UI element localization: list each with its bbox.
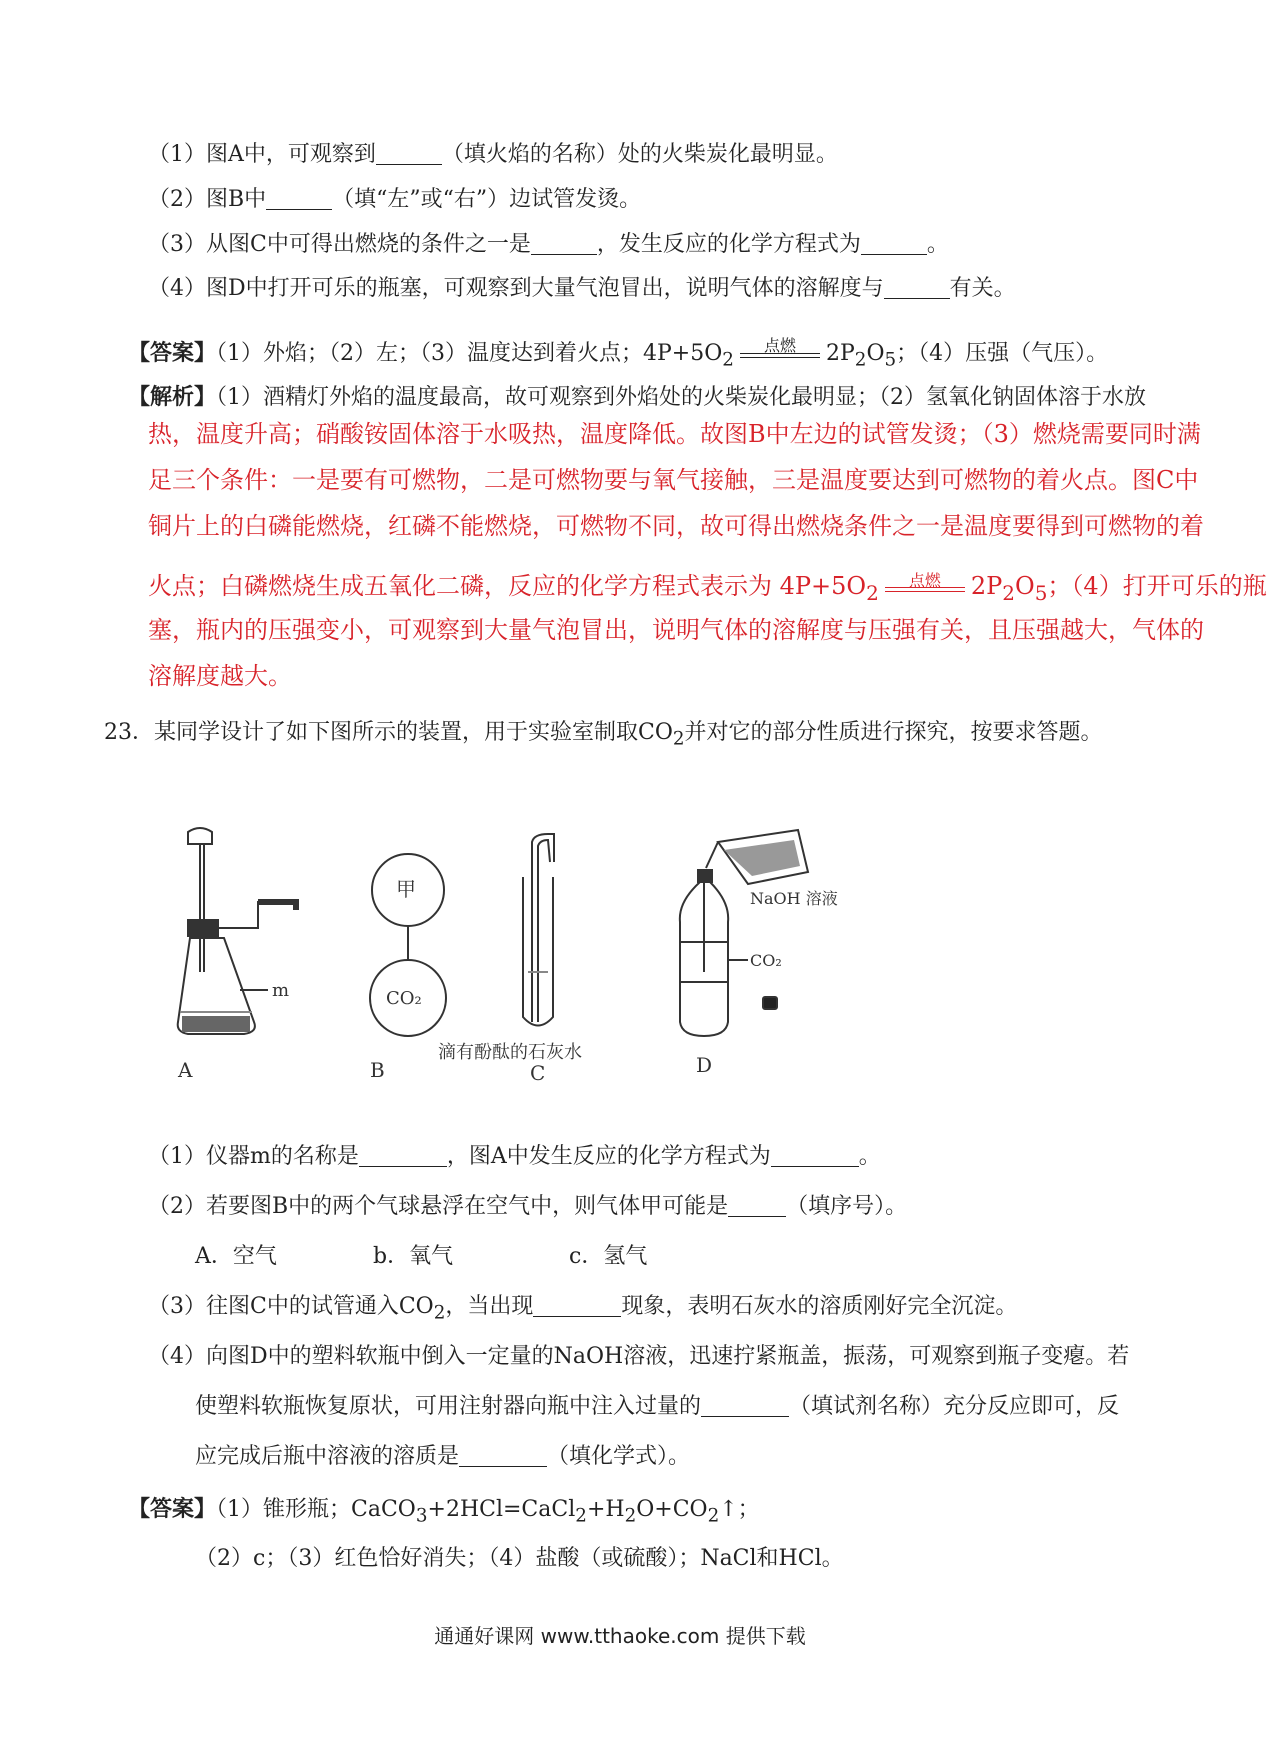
prev-analysis-l5: 火点；白磷燃烧生成五氧化二磷，反应的化学方程式表示为 $4P+5O_2$ 点燃 $2P_2O_5$；（4）打开可乐的瓶 — [148, 570, 1267, 609]
q23-s4-l3: 应完成后瓶中溶液的溶质是 （填化学式）。 — [195, 1444, 691, 1469]
page-footer: 通通好课网 www.tthaoke.com 提供下载 — [434, 1624, 806, 1648]
prev-analysis-l7: 溶解度越大。 — [148, 662, 292, 690]
option-b[interactable]: b．氧气 — [373, 1244, 454, 1269]
bottle-co2-label: CO₂ — [750, 951, 782, 970]
prev-analysis-l6: 塞，瓶内的压强变小，可观察到大量气泡冒出，说明气体的溶解度与压强有关，且压强越大，气体的 — [148, 616, 1204, 644]
prev-answer: 【答案】（1）外焰；（2）左；（3）温度达到着火点；$4P+5O_2$ 点燃 $2P_2O_5$；（4）压强（气压）。 — [128, 338, 1108, 375]
prev-q4: （4）图D中打开可乐的瓶塞，可观察到大量气泡冒出，说明气体的溶解度与 有关。 — [148, 276, 1016, 301]
prev-analysis-l2: 热，温度升高；硝酸铵固体溶于水吸热，温度降低。故图B中左边的试管发烫；（3）燃烧需要同时满 — [148, 420, 1201, 448]
label-a: A — [178, 1058, 193, 1082]
answer-blank[interactable] — [266, 187, 332, 210]
reaction-condition: 点燃 — [879, 579, 971, 609]
answer-blank[interactable] — [459, 1444, 547, 1467]
answer-blank[interactable] — [861, 232, 927, 255]
answer-blank[interactable] — [701, 1394, 789, 1417]
c-liquid-label: 滴有酚酞的石灰水 — [438, 1042, 582, 1063]
answer-blank[interactable] — [771, 1144, 859, 1167]
answer-blank[interactable] — [533, 1294, 621, 1317]
prev-q2: （2）图B中 （填“左”或“右”）边试管发烫。 — [148, 187, 642, 212]
q23-options — [195, 1242, 647, 1272]
balloon-label-co2: CO₂ — [386, 988, 422, 1009]
q23-stem: 23．某同学设计了如下图所示的装置，用于实验室制取$CO_2$并对它的部分性质进行探究，按要求答题。 — [104, 720, 1103, 750]
answer-label: 【答案】 — [128, 1496, 217, 1522]
prev-analysis-l3: 足三个条件：一是要有可燃物，二是可燃物要与氧气接触，三是温度要达到可燃物的着火点。图C中 — [148, 466, 1199, 494]
bottle-d — [680, 830, 808, 1036]
label-b: B — [370, 1058, 385, 1082]
option-a[interactable]: A．空气 — [195, 1244, 277, 1269]
q23-answer-l1: 【答案】（1）锥形瓶；$CaCO_3+2HCl=CaCl_2+H_2O+CO_2↑$； — [128, 1496, 760, 1527]
prev-analysis-l4: 铜片上的白磷能燃烧，红磷不能燃烧，可燃物不同，故可得出燃烧条件之一是温度要得到可燃物的着 — [148, 512, 1204, 540]
label-c: C — [530, 1061, 546, 1085]
test-tube-c — [523, 834, 554, 1026]
q23-s4-l2: 使塑料软瓶恢复原状，可用注射器向瓶中注入过量的 （填试剂名称）充分反应即可，反 — [195, 1394, 1120, 1419]
option-c[interactable]: c．氢气 — [569, 1244, 648, 1269]
prev-q1: （1）图A中，可观察到 （填火焰的名称）处的火柴炭化最明显。 — [148, 142, 838, 167]
answer-blank[interactable] — [376, 142, 442, 165]
answer-blank[interactable] — [359, 1144, 447, 1167]
q23-s1: （1）仪器m的名称是 ，图A中发生反应的化学方程式为 。 — [148, 1144, 881, 1169]
flask-apparatus-a — [178, 828, 296, 1034]
prev-analysis-l1: 【解析】（1）酒精灯外焰的温度最高，故可观察到外焰处的火柴炭化最明显；（2）氢氧化钠固体溶于水放 — [128, 384, 1147, 410]
answer-label: 【答案】 — [128, 340, 217, 366]
label-d: D — [696, 1053, 713, 1077]
label-m: m — [272, 980, 290, 1001]
balloon-label-jia: 甲 — [396, 877, 416, 901]
q23-answer-l2: （2）c；（3）红色恰好消失；（4）盐酸（或硫酸）；NaCl和HCl。 — [195, 1546, 844, 1571]
q23-s4-l1: （4）向图D中的塑料软瓶中倒入一定量的NaOH溶液，迅速拧紧瓶盖，振荡，可观察到瓶子变瘪。若 — [148, 1344, 1130, 1369]
reaction-condition: 点燃 — [734, 345, 826, 375]
analysis-label: 【解析】 — [128, 384, 217, 410]
prev-q3: （3）从图C中可得出燃烧的条件之一是 ，发生反应的化学方程式为 。 — [148, 232, 949, 257]
naoh-label: NaOH 溶液 — [750, 889, 838, 908]
q23-s3: （3）往图C中的试管通入$CO_2$，当出现 现象，表明石灰水的溶质刚好完全沉淀。 — [148, 1294, 1018, 1324]
answer-blank[interactable] — [884, 276, 950, 299]
answer-blank[interactable] — [531, 232, 597, 255]
answer-blank[interactable] — [728, 1194, 786, 1217]
q23-s2: （2）若要图B中的两个气球悬浮在空气中，则气体甲可能是 （填序号）。 — [148, 1194, 908, 1219]
apparatus-figure — [158, 822, 953, 1117]
